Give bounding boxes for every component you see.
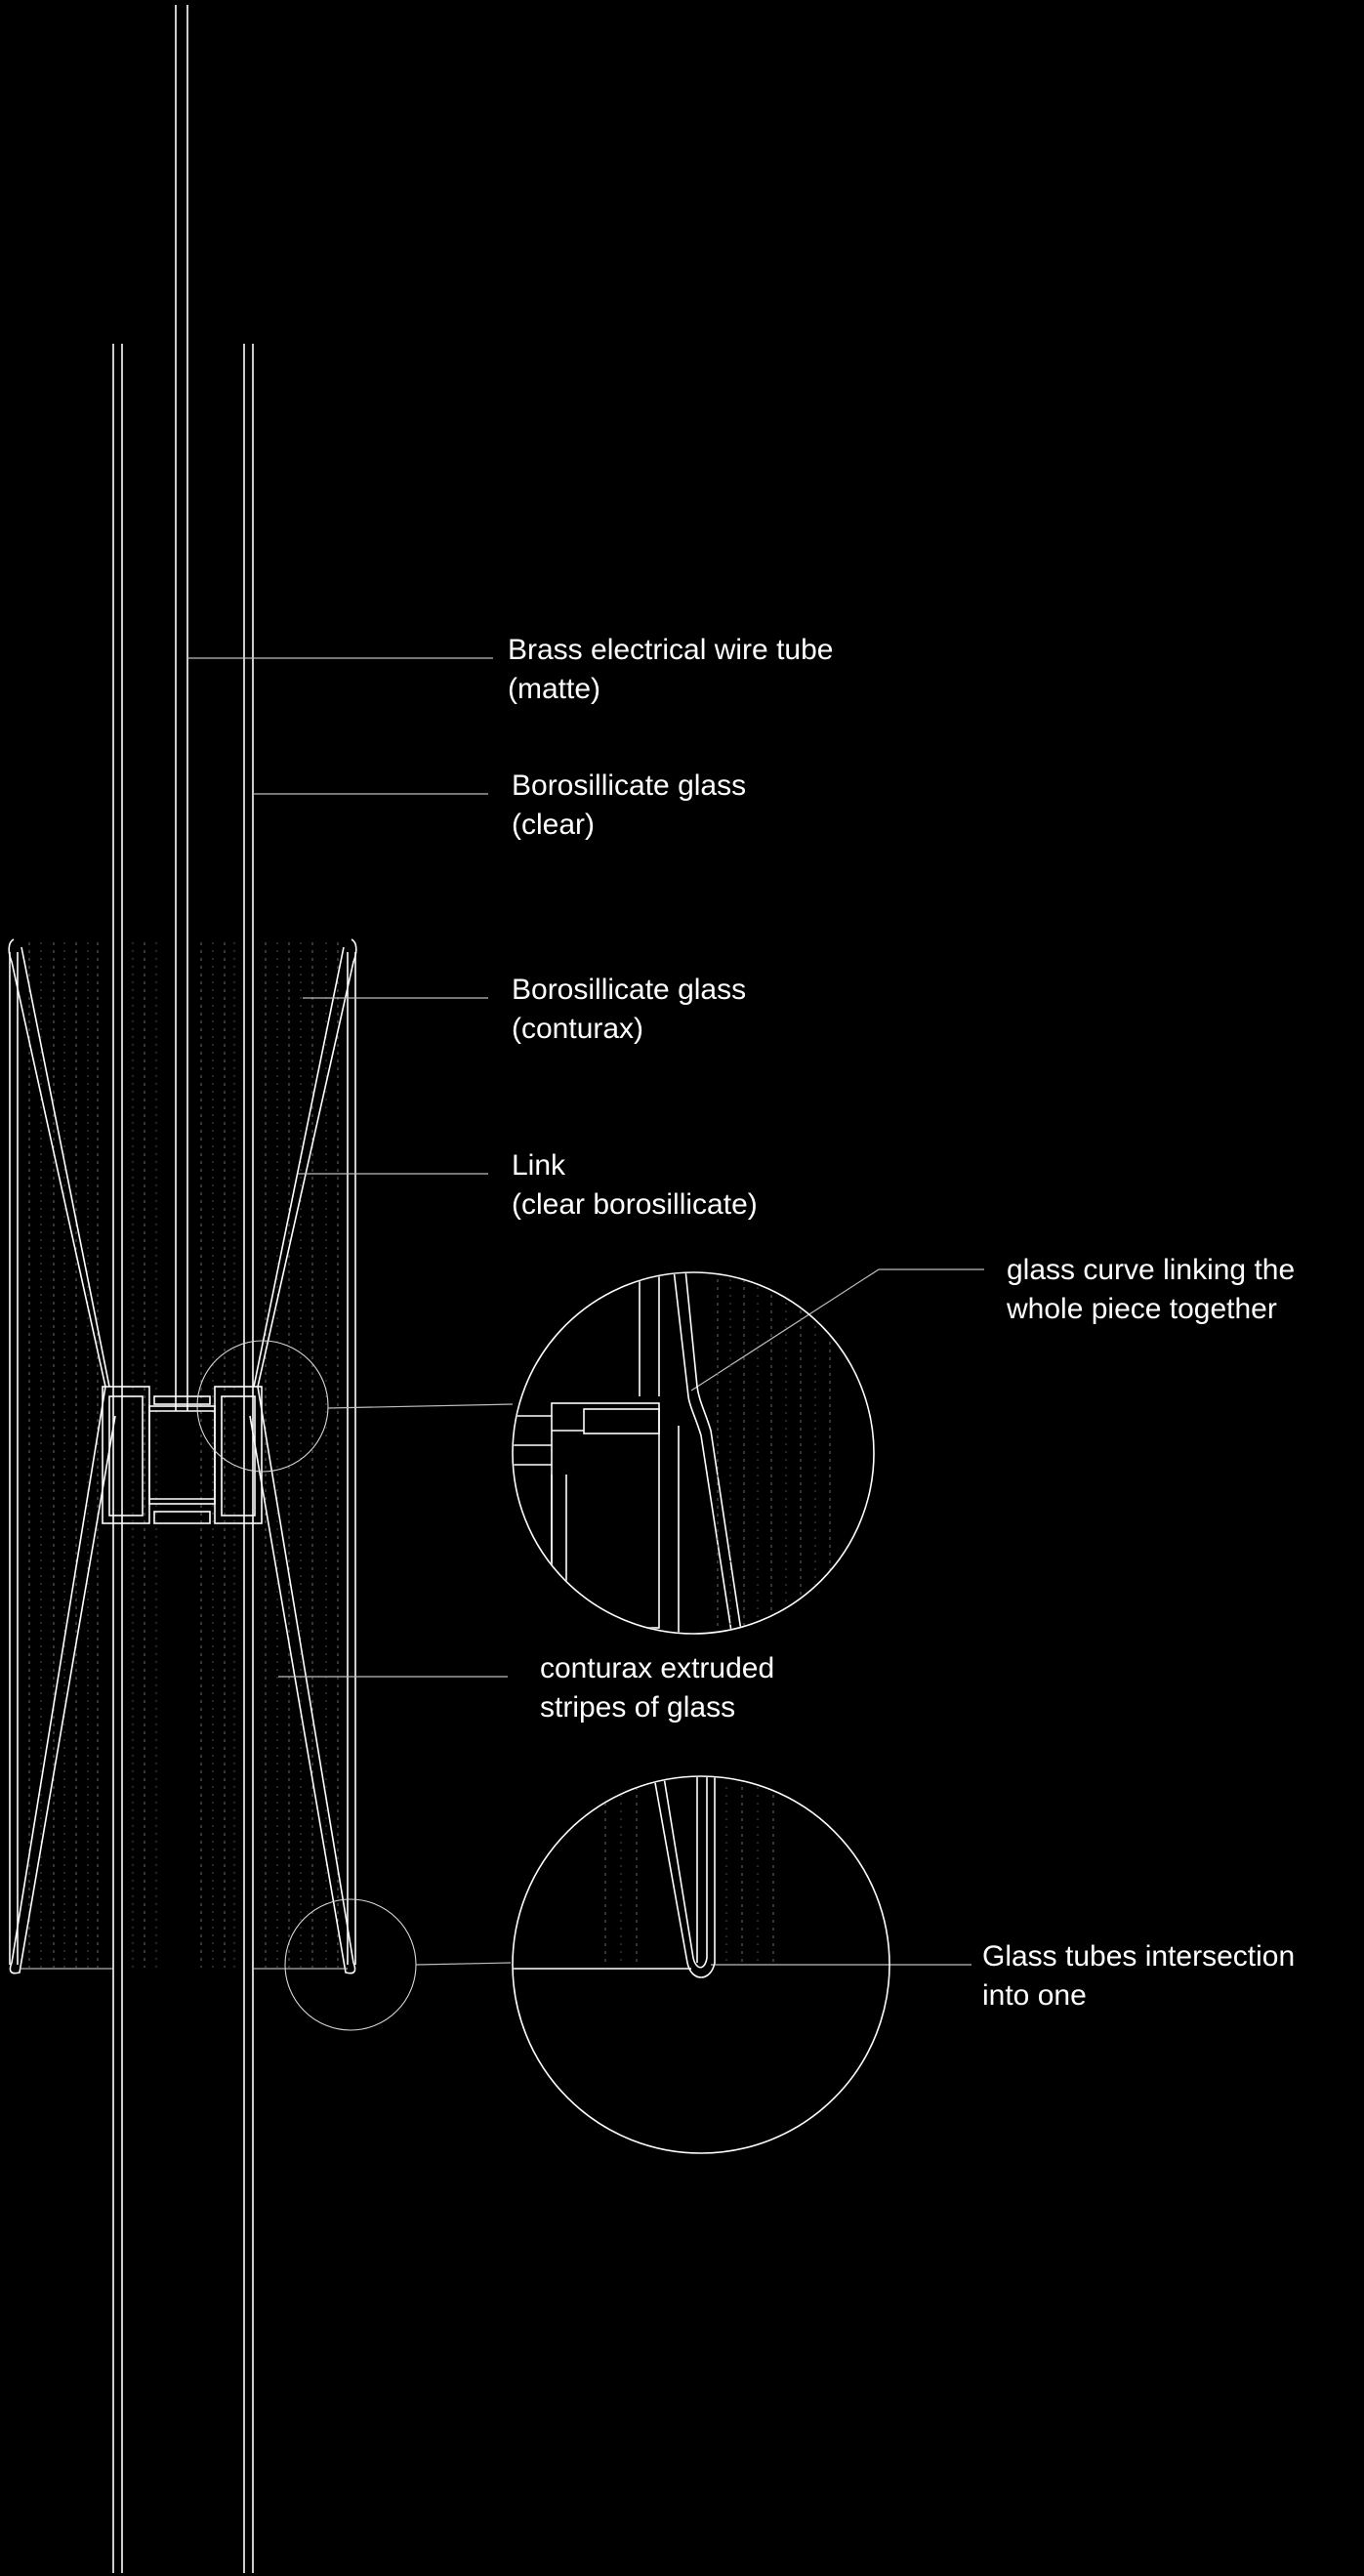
label-brass-tube-line2: (matte) [508, 673, 601, 705]
label-conturax-stripes [540, 1652, 774, 1724]
detail-marker-intersection [285, 1899, 416, 2030]
label-link-line2: (clear borosillicate) [512, 1188, 758, 1221]
clear-glass-tube [113, 344, 253, 2573]
brass-wire-tube [176, 5, 187, 1411]
conturax-stripes [29, 942, 338, 1968]
detail-marker-link [197, 1341, 328, 1472]
label-brass-tube-line1: Brass electrical wire tube [508, 634, 834, 666]
link-connector [103, 1387, 262, 1523]
zoom-detail-link [508, 1269, 874, 1660]
label-glass-curve-line2: whole piece together [1007, 1293, 1277, 1325]
label-glass-curve [1006, 1254, 1295, 1325]
label-glass-curve-line1: glass curve linking the [1007, 1254, 1296, 1286]
label-conturax-stripes-line2: stripes of glass [540, 1691, 736, 1724]
label-boro-clear-line1: Borosillicate glass [512, 769, 747, 802]
label-intersection-line2: into one [982, 1979, 1087, 2012]
label-conturax-stripes-line1: conturax extruded [540, 1652, 775, 1684]
label-boro-conturax-line2: (conturax) [512, 1013, 644, 1045]
label-brass-tube [508, 634, 833, 705]
label-intersection-line1: Glass tubes intersection [982, 1940, 1296, 1973]
label-link [512, 1149, 758, 1221]
label-boro-conturax [512, 974, 746, 1045]
leader-lines [187, 658, 984, 1965]
label-link-line1: Link [512, 1149, 566, 1182]
label-boro-clear-line2: (clear) [512, 809, 596, 841]
label-boro-clear [512, 769, 746, 841]
label-boro-conturax-line1: Borosillicate glass [512, 974, 747, 1006]
label-intersection [982, 1940, 1295, 2012]
